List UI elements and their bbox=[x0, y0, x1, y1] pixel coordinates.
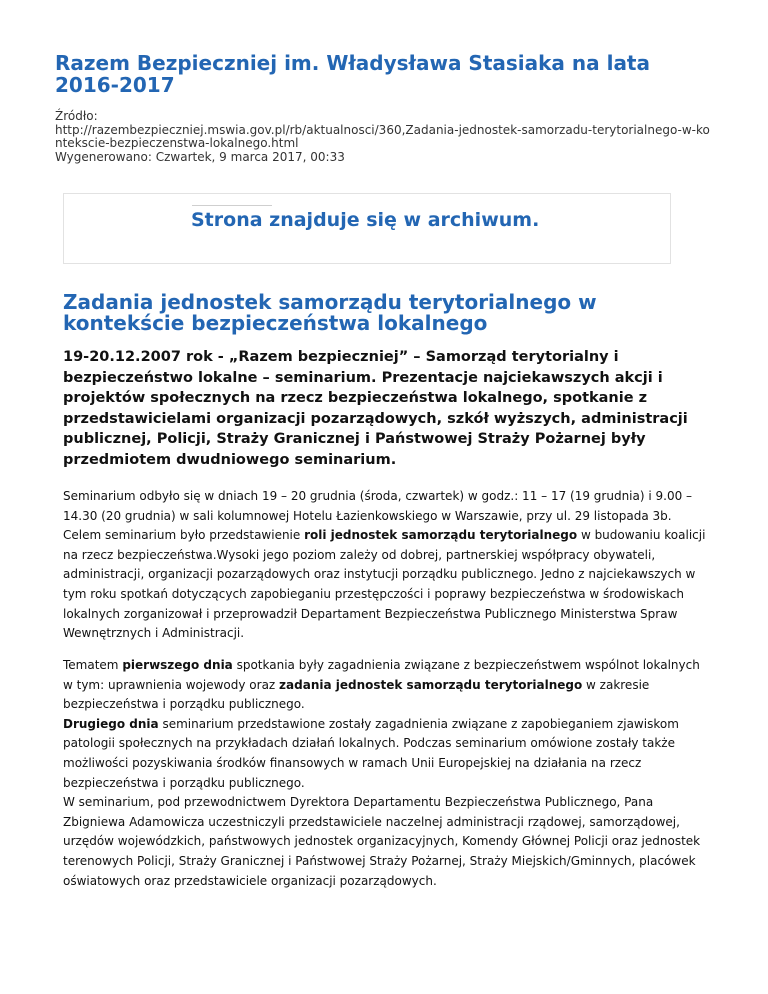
generated-timestamp: Wygenerowano: Czwartek, 9 marca 2017, 00:33 bbox=[55, 149, 345, 164]
bold-phrase: Drugiego dnia bbox=[63, 716, 159, 731]
text-run: Seminarium odbyło się w dniach 19 – 20 grudnia (środa, czwartek) w godz.: 11 – 17 (19 grudnia) i 9.00 – 14.30 (20 grudnia) w sali kolumnowej Hotelu Łazienkowskiego w Warszawie, przy ul. 29 listopada 3b. Celem seminarium było przedstawienie bbox=[63, 489, 693, 543]
bold-phrase: roli jednostek samorządu terytorialnego bbox=[304, 528, 578, 543]
text-run: seminarium przedstawione zostały zagadnienia związane z zapobieganiem zjawiskom patologii społecznych na przykładach działań lokalnych. Podczas seminarium omówione zostały także możliwości pozyskiwania środków finansowych w ramach Unii Europejskiej na działania na rzecz bezpieczeństwa i porządku publicznego. bbox=[63, 716, 679, 790]
text-run: Tematem bbox=[63, 658, 123, 672]
source-url[interactable]: http://razembezpieczniej.mswia.gov.pl/rb/aktualnosci/360,Zadania-jednostek-samorzadu-terytorialnego-w-kontekscie-bezpieczenstwa-lokalnego.html bbox=[55, 122, 710, 150]
text-run: w zakresie bezpieczeństwa i porządku publicznego. bbox=[63, 677, 650, 712]
article-lead: 19-20.12.2007 rok - „Razem bezpieczniej” – Samorząd terytorialny i bezpieczeństwo lokalne – seminarium. Prezentacje najciekawszych akcji i projektów społecznych na rzecz bezpieczeństwa lokalnego, spotkanie z przedstawicielami organizacji pozarządowych, szkół wyższych, administracji publicznej, Policji, Straży Granicznej i Państwowej Straży Pożarnej były przedmiotem dwudniowego seminarium. bbox=[63, 349, 688, 468]
bold-phrase: zadania jednostek samorządu terytorialnego bbox=[279, 677, 583, 692]
archive-notice-box bbox=[63, 193, 671, 264]
archive-notice: Strona znajduje się w archiwum. bbox=[191, 209, 540, 231]
text-run: spotkania były zagadnienia związane z bezpieczeństwem wspólnot lokalnych w tym: uprawnienia wojewody oraz bbox=[63, 658, 700, 692]
article-paragraph-2 bbox=[63, 656, 713, 891]
archive-divider bbox=[192, 205, 272, 206]
article-title: Zadania jednostek samorządu terytorialnego w kontekście bezpieczeństwa lokalnego bbox=[63, 290, 597, 335]
site-title: Razem Bezpieczniej im. Władysława Stasiaka na lata 2016-2017 bbox=[55, 51, 650, 97]
text-run: w budowaniu koalicji na rzecz bezpieczeństwa.Wysoki jego poziom zależy od dobrej, partnerskiej współpracy obywateli, administracji, organizacji pozarządowych oraz instytucji porządku publicznego. Jedno z najciekawszych w tym roku spotkań dotyczących zapobieganiu przestępczości i poprawy bezpieczeństwa w środowiskach lokalnych zorganizował i przeprowadził Departament Bezpieczeństwa Publicznego Ministerstwa Spraw Wewnętrznych i Administracji. bbox=[63, 528, 706, 641]
text-run: W seminarium, pod przewodnictwem Dyrektora Departamentu Bezpieczeństwa Publicznego, Pana Zbigniewa Adamowicza uczestniczyli przedstawiciele naczelnej administracji rządowej, samorządowej, urzędów wojewódzkich, państwowych jednostek organizacyjnych, Komendy Głównej Policji oraz jednostek terenowych Policji, Straży Granicznej i Państwowej Straży Pożarnej, Straży Miejskich/Gminnych, placówek oświatowych oraz przedstawiciele organizacji pozarządowych. bbox=[63, 795, 701, 888]
document-meta bbox=[55, 110, 715, 164]
article-paragraph-1 bbox=[63, 487, 713, 644]
bold-phrase: pierwszego dnia bbox=[122, 658, 233, 672]
source-label: Źródło: bbox=[55, 109, 98, 123]
